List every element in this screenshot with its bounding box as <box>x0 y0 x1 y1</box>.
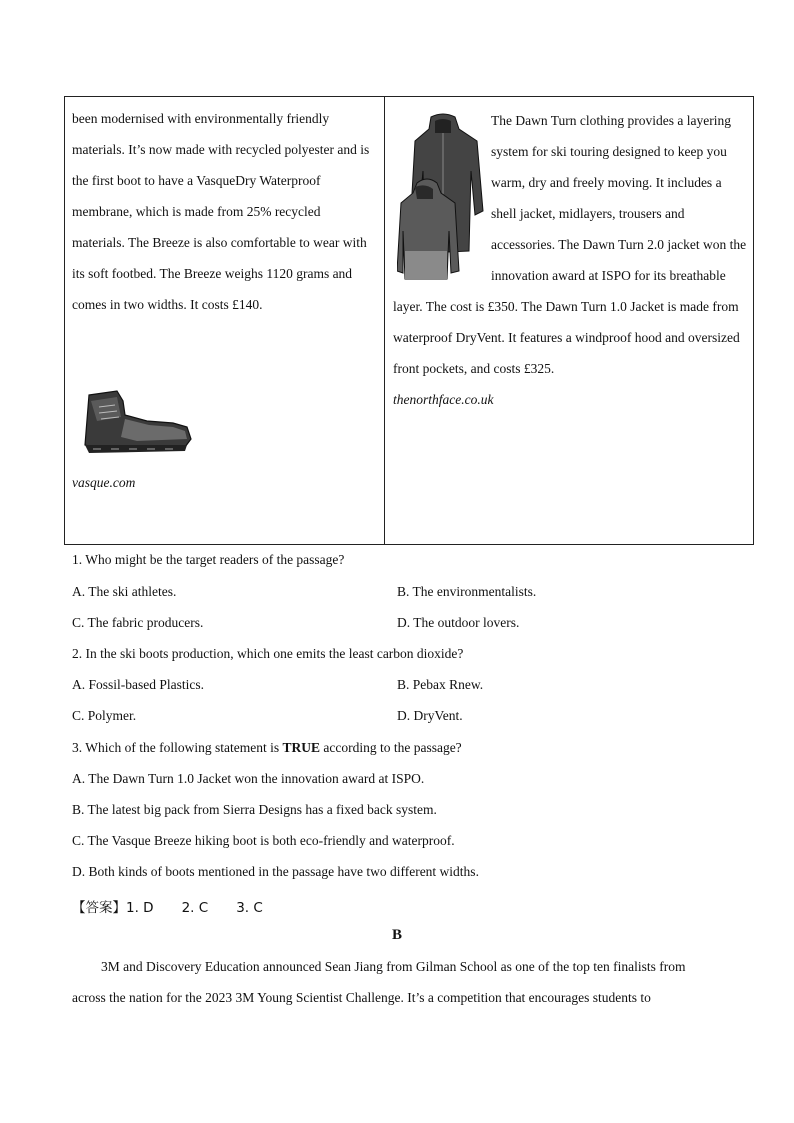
answer-item-3: 3. C <box>236 900 263 916</box>
question-2-option-b: B. Pebax Rnew. <box>397 677 484 692</box>
product-table <box>64 96 754 545</box>
answer-label: 【答案】 <box>72 900 126 916</box>
question-2-option-c: C. Polymer. <box>72 708 137 723</box>
answer-line <box>72 896 291 916</box>
question-2-option-d: D. DryVent. <box>397 708 463 723</box>
northface-content <box>385 97 753 415</box>
northface-cell <box>385 97 754 545</box>
question-3-stem-start: 3. Which of the following statement is <box>72 740 283 755</box>
question-3-option-c: C. The Vasque Breeze hiking boot is both eco-friendly and waterproof. <box>72 833 455 848</box>
question-3-stem-bold: TRUE <box>282 740 320 755</box>
northface-description: The Dawn Turn clothing provides a layering system for ski touring designed to keep you warm, dry and freely moving. It includes a shell jacket, midlayers, trousers and accessories. The Dawn Turn 2.0 jacket won the innovation award at ISPO for its breathable layer. The cost is £350. The Dawn Turn 1.0 Jacket is made from waterproof DryVent. It features a windproof hood and oversized front pockets, and costs £325. <box>393 113 747 376</box>
answer-item-1: 1. D <box>126 900 154 916</box>
question-3-option-d: D. Both kinds of boots mentioned in the passage have two different widths. <box>72 864 479 879</box>
question-1-option-a: A. The ski athletes. <box>72 584 177 599</box>
question-2-option-a: A. Fossil-based Plastics. <box>72 677 205 692</box>
question-3-option-a: A. The Dawn Turn 1.0 Jacket won the innovation award at ISPO. <box>72 771 425 786</box>
vasque-cell <box>65 97 385 545</box>
jacket-image <box>397 111 485 281</box>
vasque-source: vasque.com <box>72 475 136 490</box>
question-1-stem: 1. Who might be the target readers of the passage? <box>72 552 345 567</box>
question-3-stem-end: according to the passage? <box>319 740 462 755</box>
hiking-boot-image <box>77 387 195 457</box>
section-b-heading: B <box>391 927 402 943</box>
question-1-option-d: D. The outdoor lovers. <box>397 615 520 630</box>
question-2-stem: 2. In the ski boots production, which one emits the least carbon dioxide? <box>72 646 464 661</box>
question-3-stem <box>72 740 462 756</box>
question-1-option-c: C. The fabric producers. <box>72 615 204 630</box>
northface-source: thenorthface.co.uk <box>393 392 494 407</box>
answer-item-2: 2. C <box>181 900 209 916</box>
section-b-paragraph: 3M and Discovery Education announced Sean Jiang from Gilman School as one of the top ten finalists from across the nation for the 2023 3M Young Scientist Challenge. It’s a competition that encourages students to <box>72 959 686 1005</box>
question-1-option-b: B. The environmentalists. <box>397 584 537 599</box>
question-3-option-b: B. The latest big pack from Sierra Designs has a fixed back system. <box>72 802 437 817</box>
vasque-description: been modernised with environmentally friendly materials. It’s now made with recycled polyester and is the first boot to have a VasqueDry Waterproof membrane, which is made from 25% recycled materials. The Breeze is also comfortable to wear with its soft footbed. The Breeze weighs 1120 grams and comes in two widths. It costs £140. <box>72 111 370 312</box>
